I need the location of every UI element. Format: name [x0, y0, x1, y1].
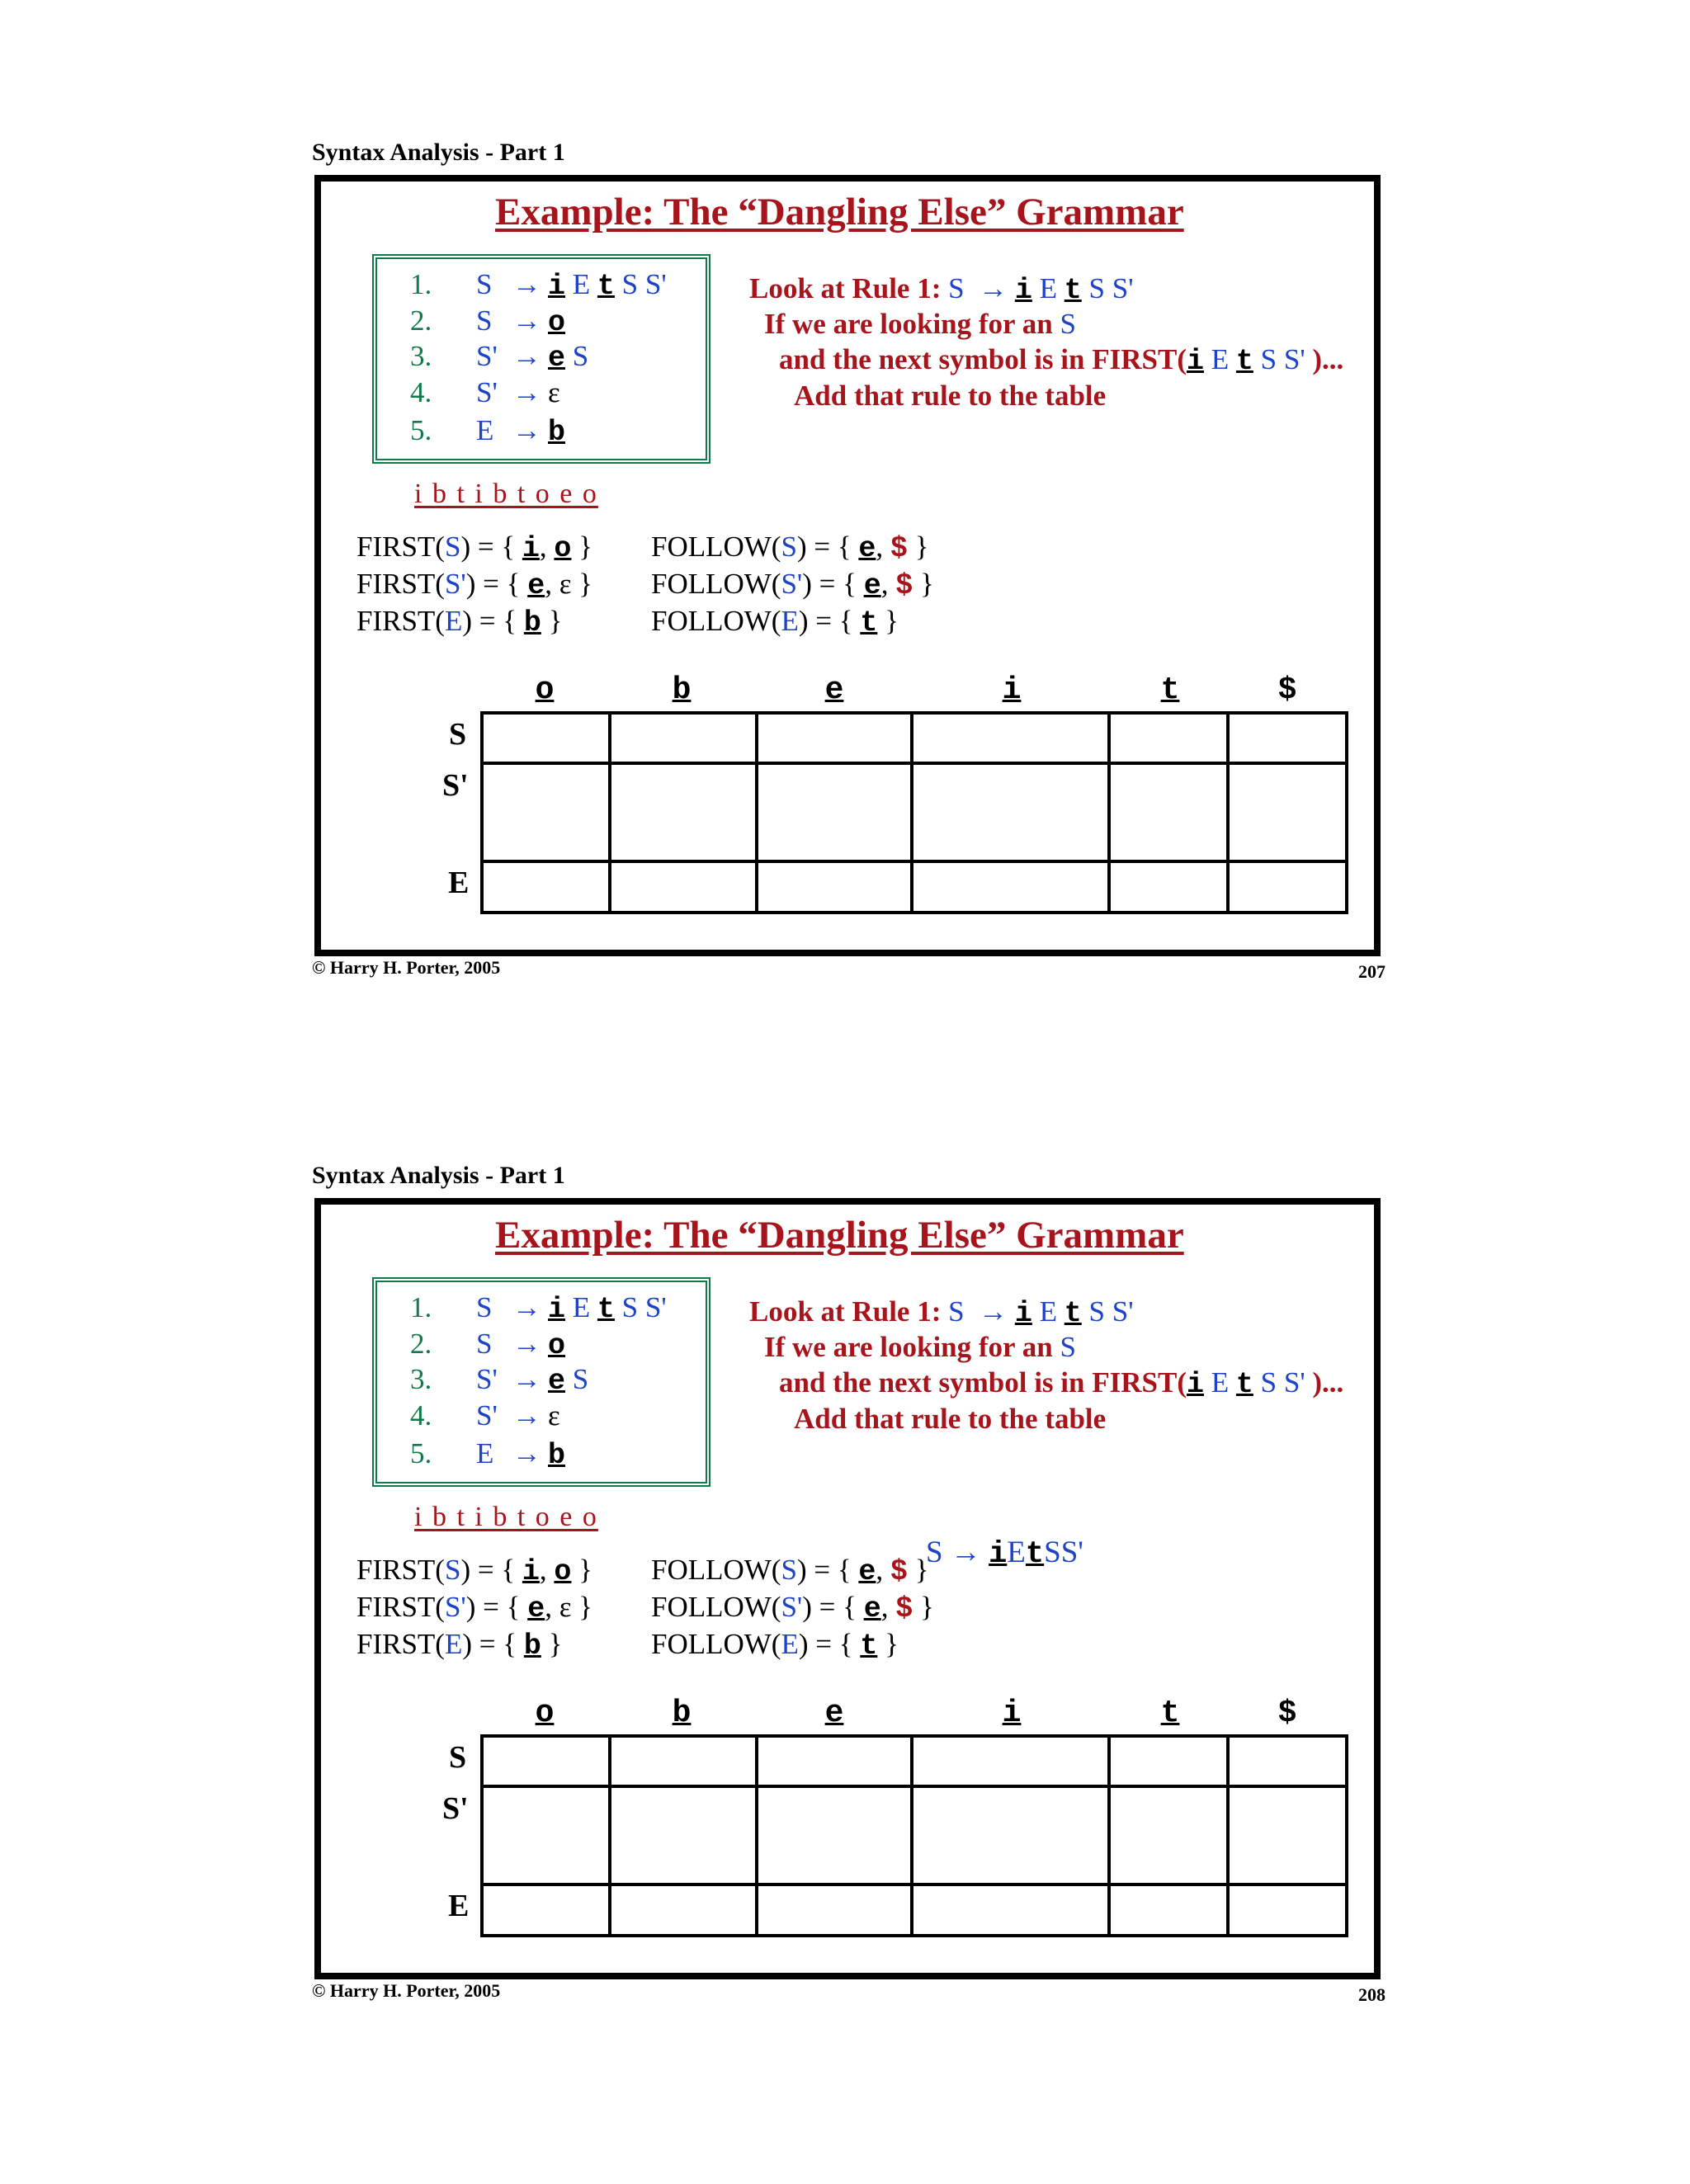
follow-set-E: FOLLOW(E) = { t } — [651, 1628, 899, 1663]
explanation-line-3: and the next symbol is in FIRST(i E t S S' )... — [779, 1366, 1344, 1401]
table-col-i: i — [1002, 672, 1022, 708]
slide-title: Example: The “Dangling Else” Grammar — [495, 1214, 1184, 1257]
table-col-o: o — [535, 1696, 555, 1731]
slide-header: Syntax Analysis - Part 1 — [312, 1162, 565, 1189]
table-row-E: E — [448, 866, 470, 900]
first-set-S: FIRST(S) = { i, o } — [356, 1554, 592, 1588]
table-entry-S-i: S → iEtSS' — [926, 1535, 1083, 1572]
explanation-line-1: Look at Rule 1: S → i E t S S' — [749, 272, 1134, 307]
table-row-S: S — [449, 1740, 467, 1775]
table-row-S: S — [449, 717, 467, 752]
explanation-line-4: Add that rule to the table — [794, 1403, 1107, 1435]
table-row-S-prime: S' — [442, 1791, 469, 1826]
footer-copyright: © Harry H. Porter, 2005 — [312, 957, 501, 978]
follow-set-E: FOLLOW(E) = { t } — [651, 605, 899, 639]
footer-copyright: © Harry H. Porter, 2005 — [312, 1980, 501, 2001]
follow-set-S: FOLLOW(S) = { e, $ } — [651, 1554, 929, 1588]
input-string: i b t i b t o e o — [414, 479, 598, 509]
slide-207: Syntax Analysis - Part 1 Example: The “Dangling Else” Grammar 1. S → i E t S S' 2. S → o 3. S' → e S 4. S' → ε 5. E → b Look at Rule 1: S → i E t S S' If we are looking for an S and the next symbol is in FIRST(i E t S S' )... Add that rule to the table i b t i b t o e o FIRST(S) = { i, o } FIRST(S') = { e, ε } FIRST(E) = { b } FOLLOW(S) = { e, $ } FOLLOW(S') = { e, $ } FOLLOW(E) = { t } o b e i t $ S S' E © Harry H. Porter, 2005 207 — [312, 139, 1386, 982]
first-set-E: FIRST(E) = { b } — [356, 605, 563, 639]
footer-page-number: 207 — [1358, 961, 1386, 982]
slide-header: Syntax Analysis - Part 1 — [312, 139, 565, 166]
table-col-o: o — [535, 672, 555, 708]
table-col-e: e — [824, 672, 844, 708]
follow-set-S: FOLLOW(S) = { e, $ } — [651, 531, 929, 565]
table-col-b: b — [672, 1696, 692, 1731]
explanation-line-2: If we are looking for an S — [764, 308, 1076, 340]
footer-page-number: 208 — [1358, 1984, 1386, 2005]
slide-208: Syntax Analysis - Part 1 Example: The “Dangling Else” Grammar 1. S → i E t S S' 2. S → o 3. S' → e S 4. S' → ε 5. E → b Look at Rule 1: S → i E t S S' If we are looking for an S and the next symbol is in FIRST(i E t S S' )... Add that rule to the table i b t i b t o e o FIRST(S) = { i, o } FIRST(S') = { e, ε } FIRST(E) = { b } FOLLOW(S) = { e, $ } FOLLOW(S') = { e, $ } FOLLOW(E) = { t } o b e i t $ S S' E © Harry H. Porter, 2005 208 — [312, 1162, 1386, 2005]
slide-title: Example: The “Dangling Else” Grammar — [495, 191, 1184, 233]
table-col-t: t — [1160, 1696, 1180, 1731]
first-set-E: FIRST(E) = { b } — [356, 1628, 563, 1663]
table-col-i: i — [1002, 1696, 1022, 1731]
table-col-b: b — [672, 672, 692, 708]
explanation-line-3: and the next symbol is in FIRST(i E t S S' )... — [779, 343, 1344, 378]
first-set-S-prime: FIRST(S') = { e, ε } — [356, 568, 592, 602]
table-col-dollar: $ — [1277, 672, 1297, 708]
first-set-S-prime: FIRST(S') = { e, ε } — [356, 1591, 592, 1625]
table-col-dollar: $ — [1277, 1696, 1297, 1731]
table-col-t: t — [1160, 672, 1180, 708]
input-string: i b t i b t o e o — [414, 1502, 598, 1532]
follow-set-S-prime: FOLLOW(S') = { e, $ } — [651, 1591, 934, 1625]
follow-set-S-prime: FOLLOW(S') = { e, $ } — [651, 568, 934, 602]
table-col-e: e — [824, 1696, 844, 1731]
table-row-S-prime: S' — [442, 768, 469, 803]
table-row-E: E — [448, 1889, 470, 1923]
explanation-line-2: If we are looking for an S — [764, 1331, 1076, 1363]
explanation-line-4: Add that rule to the table — [794, 380, 1107, 412]
first-set-S: FIRST(S) = { i, o } — [356, 531, 592, 565]
explanation-line-1: Look at Rule 1: S → i E t S S' — [749, 1295, 1134, 1330]
